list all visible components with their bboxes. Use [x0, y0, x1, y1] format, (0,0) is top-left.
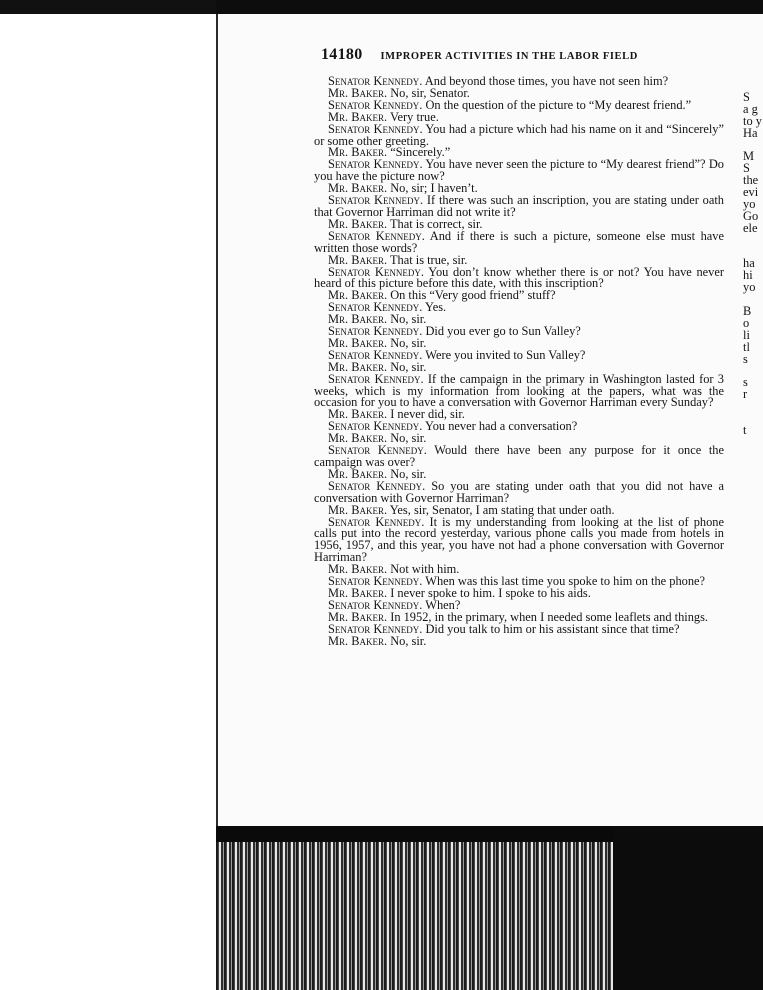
speech-text: No, sir. [390, 466, 427, 481]
speech-text: Would there have been any purpose for it once the campaign was over? [314, 443, 724, 469]
speaker-name: Mr. Baker. [328, 335, 388, 350]
facing-page-fragment: li [743, 327, 750, 342]
speaker-name: Senator Kennedy. [328, 371, 424, 386]
facing-page-fragment: r [743, 387, 748, 402]
facing-page-fragment: S [743, 161, 750, 176]
speaker-name: Mr. Baker. [328, 633, 388, 648]
speech-text: If the campaign in the primary in Washington lasted for 3 weeks, which is my information from looking at the papers, what was the occasion for you to have a conversation with Governor Harriman every Sunday? [314, 371, 724, 410]
speaker-name: Mr. Baker. [328, 145, 388, 160]
speech-text: Yes. [425, 300, 447, 315]
speech-text: When? [425, 597, 461, 612]
transcript-paragraph [314, 159, 724, 183]
transcript-paragraph [314, 445, 724, 469]
speech-text: On this “Very good friend” stuff? [390, 288, 556, 303]
speaker-name: Senator Kennedy. [328, 228, 425, 243]
speech-text: No, sir; I haven’t. [390, 181, 478, 196]
speech-text: If there was such an inscription, you are stating under oath that Governor Harriman did not write it? [314, 193, 724, 219]
speech-text: You never had a conversation? [425, 419, 578, 434]
speaker-name: Senator Kennedy. [328, 574, 423, 589]
facing-page-fragment: ha [743, 256, 755, 271]
facing-page-fragment: s [743, 375, 748, 390]
speech-text: It is my understanding from looking at the list of phone calls put into the record yesterday, various phone calls you made from hotels in 1956, 1957, and this year, you have not had a phone conversation with Governor Harriman? [314, 514, 724, 565]
speech-text: Did you talk to him or his assistant since that time? [425, 621, 680, 636]
document-page [218, 14, 763, 826]
speaker-name: Senator Kennedy. [328, 97, 423, 112]
speaker-name: Mr. Baker. [328, 431, 388, 446]
facing-page-fragment: B [743, 304, 752, 319]
facing-page-fragment: s [743, 351, 748, 366]
facing-page-fragment: t [743, 422, 747, 437]
transcript-paragraph [314, 478, 724, 505]
facing-page-fragment [743, 235, 763, 247]
facing-page-fragment [743, 413, 763, 425]
speech-text: No, sir. [390, 335, 427, 350]
speaker-name: Senator Kennedy. [328, 443, 427, 458]
speaker-name: Senator Kennedy. [328, 597, 423, 612]
speaker-name: Mr. Baker. [328, 109, 388, 124]
facing-page-fragment: yo [743, 280, 756, 295]
speech-text: No, sir. [390, 431, 427, 446]
speaker-name: Senator Kennedy. [328, 264, 424, 279]
transcript-paragraph [314, 514, 724, 565]
speech-text: When was this last time you spoke to him on the phone? [425, 574, 706, 589]
speech-text: You don’t know whether there is or not? You have never heard of this picture before this date, with this inscription? [314, 264, 724, 291]
speaker-name: Mr. Baker. [328, 312, 388, 327]
speech-text: “Sincerely.” [390, 145, 451, 160]
speaker-name: Mr. Baker. [328, 562, 388, 577]
speaker-name: Senator Kennedy. [328, 347, 423, 362]
speaker-name: Senator Kennedy. [328, 514, 425, 529]
speech-text: You had a picture which had his name on it and “Sincerely” or some other greeting. [314, 121, 724, 148]
facing-page-fragment: yo [743, 197, 756, 212]
speaker-name: Senator Kennedy. [328, 621, 423, 636]
speech-text: Very true. [389, 109, 439, 124]
speech-text: I never did, sir. [390, 407, 465, 422]
speaker-name: Mr. Baker. [328, 288, 388, 303]
speaker-name: Senator Kennedy. [328, 478, 426, 493]
speech-text: No, sir. [390, 633, 427, 648]
speaker-name: Senator Kennedy. [328, 324, 423, 339]
speech-text: I never spoke to him. I spoke to his aids. [390, 585, 591, 600]
transcript-paragraph [314, 633, 724, 648]
speaker-name: Mr. Baker. [328, 502, 388, 517]
running-title: IMPROPER ACTIVITIES IN THE LABOR FIELD [380, 51, 638, 62]
speech-text: And if there is such a picture, someone else must have written those words? [314, 228, 725, 255]
facing-page-fragment: evi [743, 185, 759, 200]
facing-page-fragment [743, 401, 763, 413]
facing-page-fragment: a g [743, 101, 758, 116]
facing-page-fragment: hi [743, 268, 753, 283]
speech-text: Were you invited to Sun Valley? [425, 347, 586, 362]
speaker-name: Senator Kennedy. [328, 121, 423, 136]
speech-text: So you are stating under oath that you did not have a conversation with Governor Harriman? [314, 478, 724, 505]
facing-page-fragment: the [743, 173, 759, 188]
scan-top-edge [216, 0, 763, 14]
facing-page-fragment: ele [743, 220, 758, 235]
speech-text: That is true, sir. [389, 252, 468, 267]
facing-page-fragment: Ha [743, 125, 758, 140]
speaker-name: Mr. Baker. [328, 585, 388, 600]
speech-text: On the question of the picture to “My dearest friend.” [425, 97, 692, 112]
speech-text: No, sir, Senator. [390, 85, 470, 100]
speaker-name: Mr. Baker. [328, 407, 388, 422]
speaker-name: Senator Kennedy. [328, 157, 423, 172]
speech-text: Yes, sir, Senator, I am stating that under oath. [389, 502, 615, 517]
transcript-paragraph [314, 195, 724, 219]
speaker-name: Mr. Baker. [328, 181, 388, 196]
speech-text: No, sir. [390, 359, 427, 374]
scan-left-margin [0, 0, 218, 990]
transcript-paragraph [314, 228, 725, 255]
transcript-body [314, 76, 724, 648]
speech-text: Not with him. [390, 562, 460, 577]
facing-page-fragment: Go [743, 208, 759, 223]
speech-text: That is correct, sir. [389, 216, 483, 231]
speaker-name: Mr. Baker. [328, 216, 388, 231]
facing-page-fragment: M [743, 149, 755, 164]
facing-page-fragment: o [743, 315, 750, 330]
transcript-paragraph [314, 264, 724, 291]
speech-text: Did you ever go to Sun Valley? [425, 324, 581, 339]
page-header [321, 46, 741, 66]
speaker-name: Mr. Baker. [328, 609, 388, 624]
scan-bottom-edge [216, 826, 763, 990]
facing-page-fragments [743, 92, 763, 437]
speaker-name: Mr. Baker. [328, 359, 388, 374]
speaker-name: Mr. Baker. [328, 466, 388, 481]
speech-text: You have never seen the picture to “My dearest friend”? Do you have the picture now? [314, 157, 724, 184]
speaker-name: Senator Kennedy. [328, 193, 424, 208]
facing-page-fragment: tl [743, 339, 750, 354]
speaker-name: Senator Kennedy. [328, 300, 423, 315]
facing-page-fragment: to y [743, 113, 762, 128]
transcript-paragraph [314, 371, 724, 410]
speaker-name: Mr. Baker. [328, 252, 388, 267]
facing-page-fragment: S [743, 92, 750, 104]
speech-text: In 1952, in the primary, when I needed some leaflets and things. [390, 609, 709, 624]
speech-text: No, sir. [390, 312, 427, 327]
speaker-name: Mr. Baker. [328, 85, 388, 100]
speech-text: And beyond those times, you have not seen him? [424, 74, 669, 88]
transcript-paragraph [314, 121, 724, 148]
page-number: 14180 [321, 46, 363, 63]
speaker-name: Senator Kennedy. [328, 419, 423, 434]
speaker-name: Senator Kennedy. [328, 74, 423, 88]
